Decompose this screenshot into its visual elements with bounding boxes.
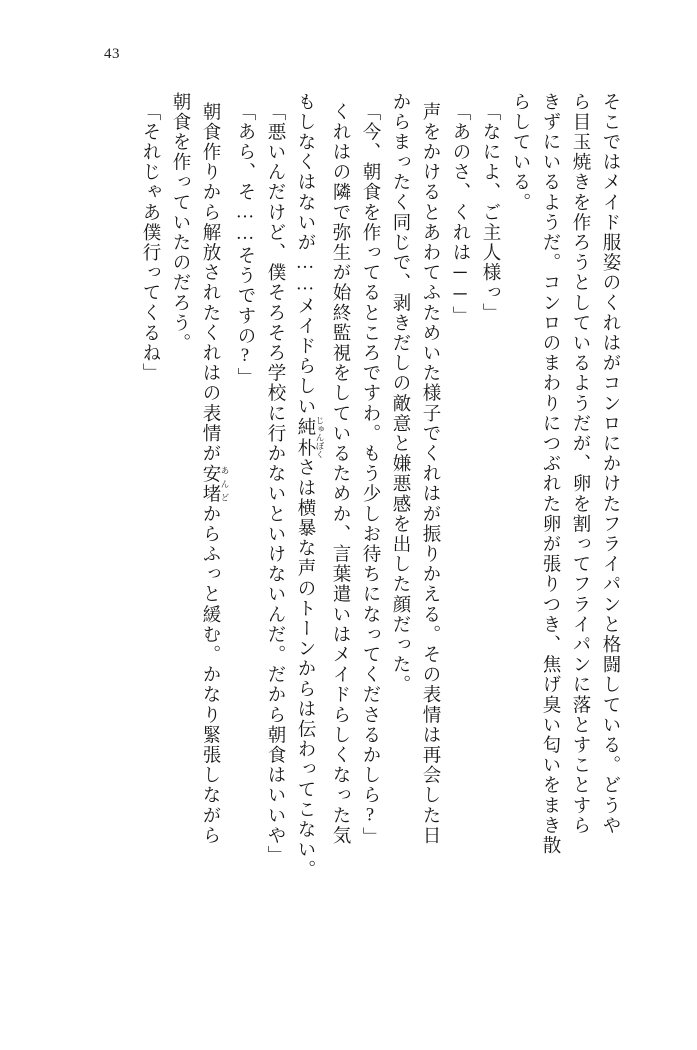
text-line: ら目玉焼きを作ろうとしているようだが、卵を割ってフライパンに落とすことすら: [570, 92, 590, 836]
text-line: 「今、朝食を作ってるところですわ。もう少しお待ちになってくださるかしら?」: [360, 102, 380, 848]
text-line: 朝食を作っていたのだろう。: [170, 92, 190, 354]
text-line: 声をかけるとあわてふためいた様子でくれはが振りかえる。その表情は再会した日: [420, 102, 440, 846]
text-line: 「なによ、ご主人様っ」: [480, 102, 500, 324]
text-line: 「悪いんだけど、僕そろそろ学校に行かないといけないんだ。だから朝食はいいや」: [265, 102, 285, 866]
text-line: きずにいるようだ。コンロのまわりにつぶれた卵が張りつき、焦げ臭い匂いをまき散: [540, 92, 560, 856]
vertical-text-body: [80, 92, 625, 990]
text-line: くれはの隣で弥生が始終監視をしているためか、言葉遣いはメイドらしくなった気: [330, 102, 350, 846]
text-line: もしなくはないが……メイドらしい純朴 じゅんぼくさは横暴な声のトーンからは伝わってこない。: [295, 92, 325, 881]
text-line: そこではメイド服姿のくれはがコンロにかけたフライパンと格闘している。どうや: [600, 92, 620, 836]
text-line: らしている。: [510, 92, 530, 213]
text-line: からまったく同じで、剥きだしの敵意と嫌悪感を出した顔だった。: [390, 92, 410, 695]
page-number: 43: [104, 46, 120, 62]
text-line: 朝食作りから解放されたくれはの表情が安堵 あんどからふっと緩む。かなり緊張しながら: [200, 102, 230, 846]
text-line: 「あのさ、くれは──」: [450, 102, 470, 327]
text-line: 「それじゃあ僕行ってくるね」: [140, 102, 160, 384]
text-line: 「あら、そ……そうですの?」: [235, 102, 255, 388]
